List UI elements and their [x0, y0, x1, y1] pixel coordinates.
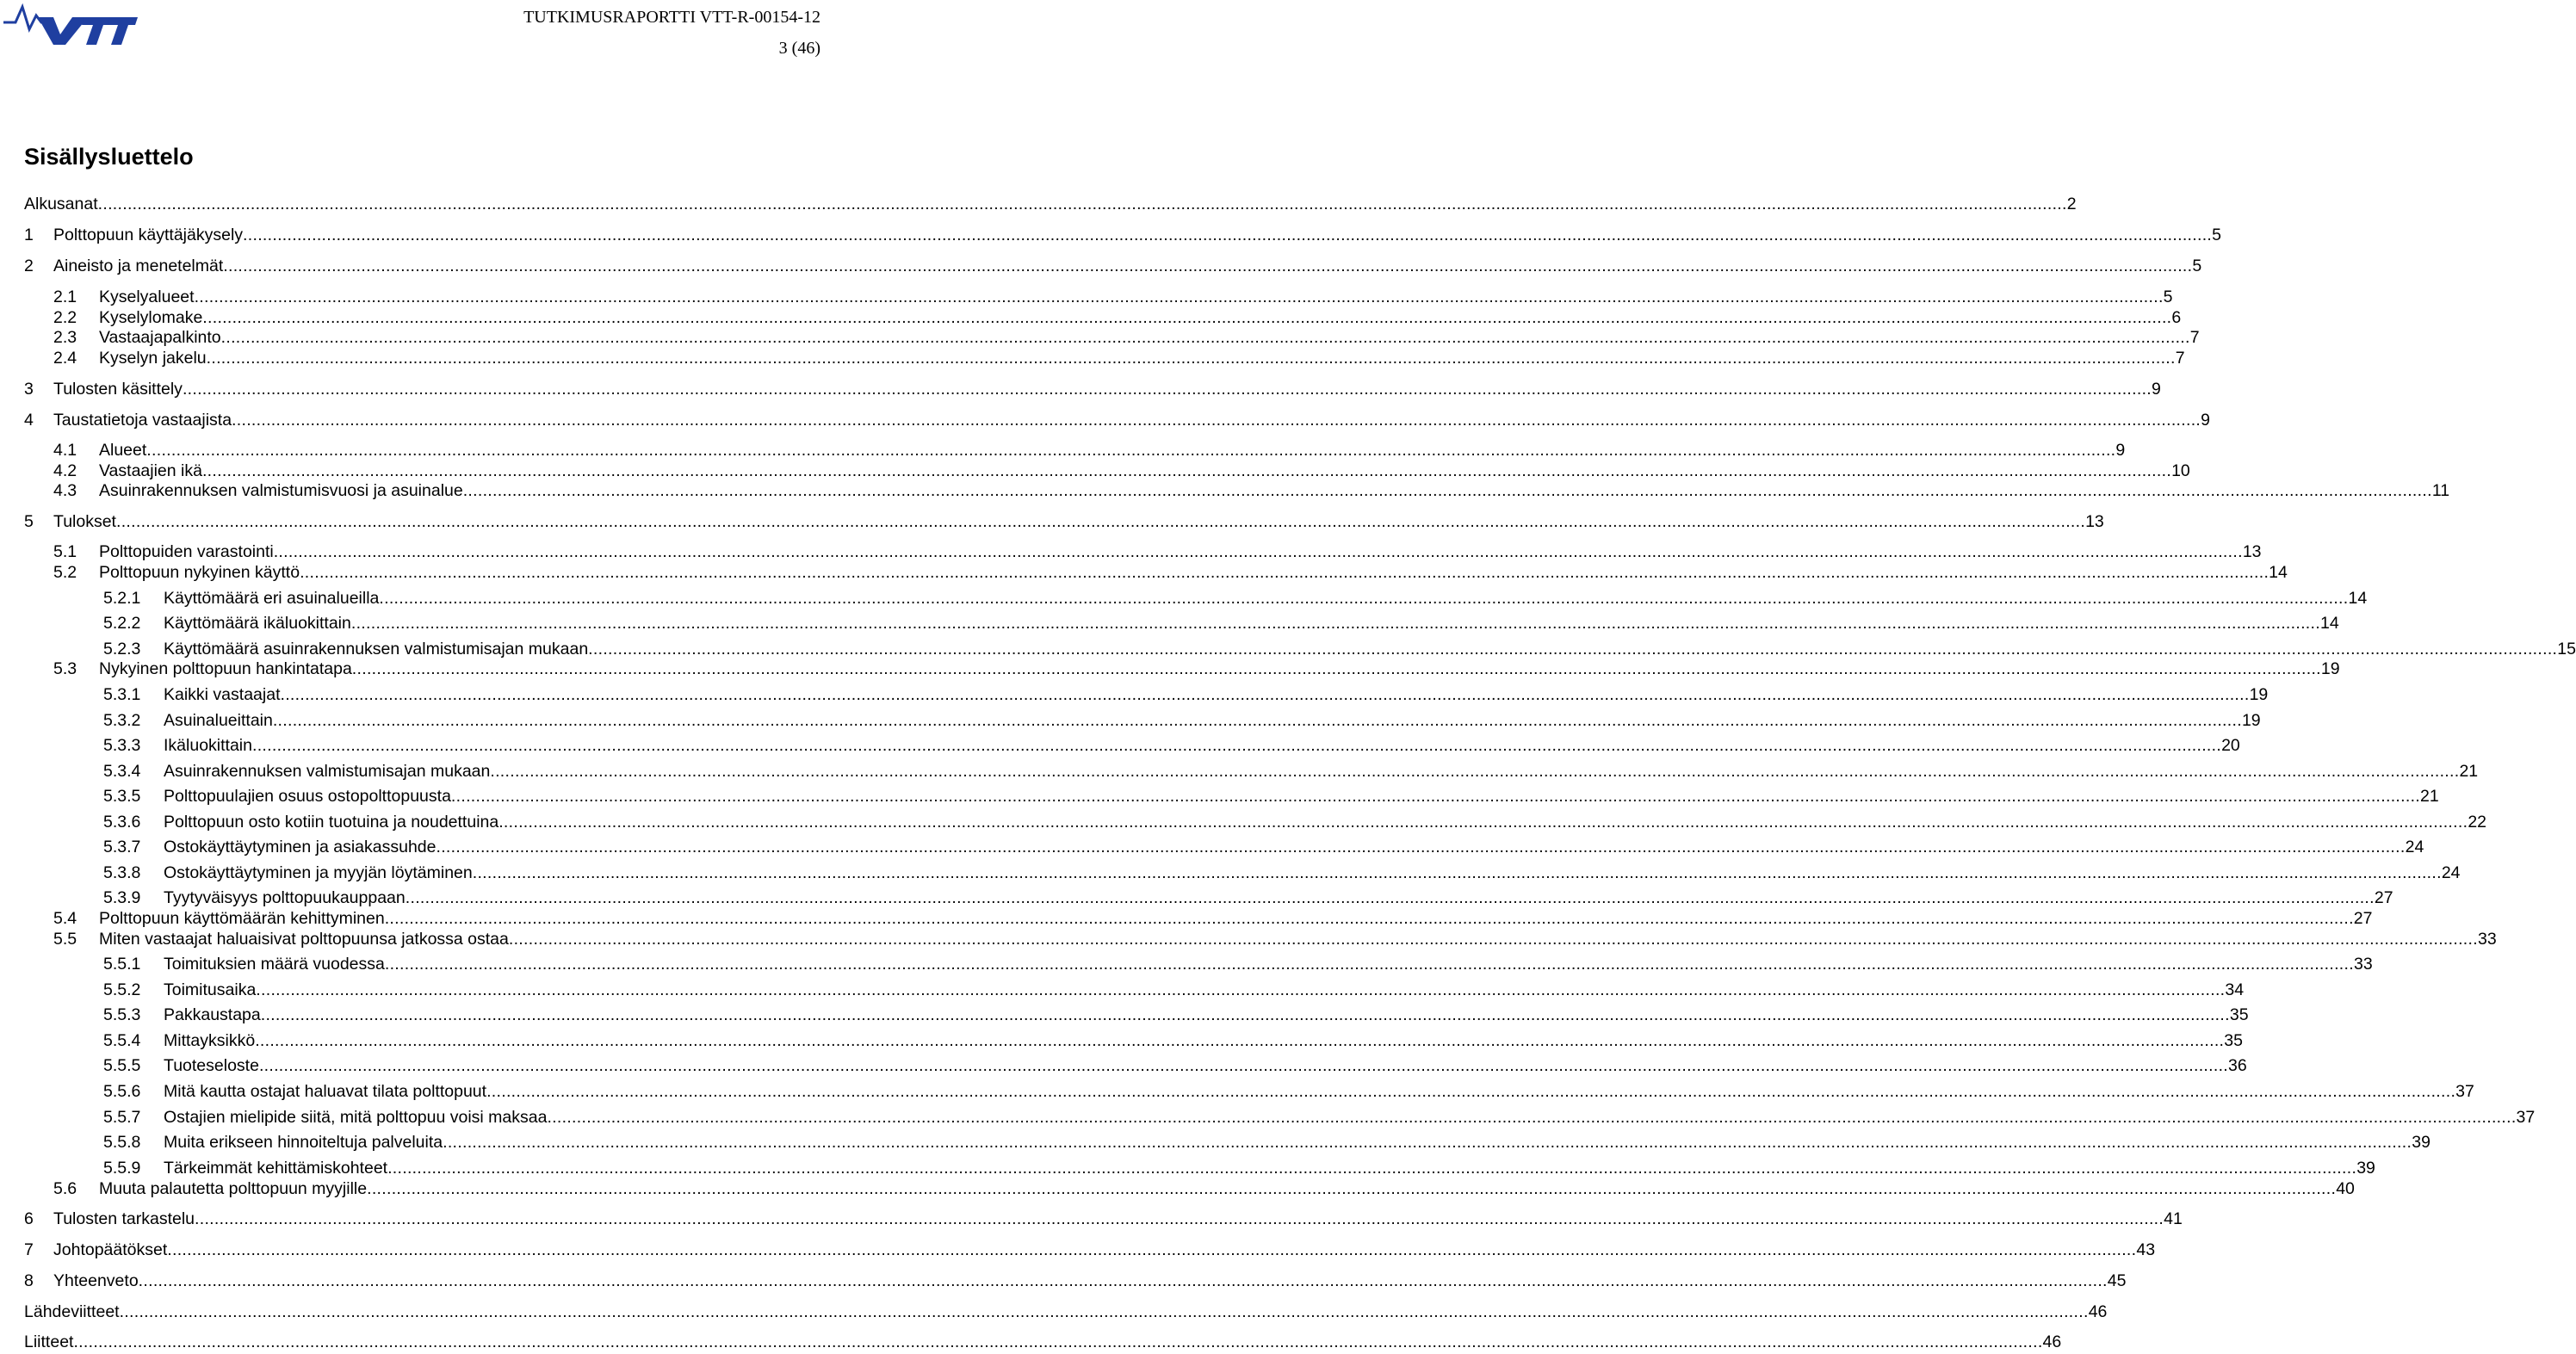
toc-dot-leader: ................................................................................................................................................................................................................................................................................................................................................................................................................ — [280, 685, 2250, 704]
toc-title: Sisällysluettelo — [24, 144, 194, 170]
toc-entry-title: Kyselyalueet — [99, 287, 195, 306]
toc-entry-number: 5.2 — [53, 563, 77, 582]
toc-entry-page: 9 — [2152, 380, 2161, 399]
toc-entry[interactable] — [0, 440, 2126, 461]
toc-dot-leader: ................................................................................................................................................................................................................................................................................................................................................................................................................ — [498, 813, 2468, 832]
toc-entry-number: 5.3.3 — [103, 736, 141, 755]
toc-entry-page: 7 — [2189, 328, 2200, 347]
toc-entry-page: 33 — [2477, 930, 2497, 949]
toc-entry-title: Kaikki vastaajat — [164, 685, 281, 704]
toc-dot-leader: ................................................................................................................................................................................................................................................................................................................................................................................................................ — [73, 1332, 2043, 1351]
toc-entry[interactable] — [0, 812, 2487, 832]
toc-dot-leader: ................................................................................................................................................................................................................................................................................................................................................................................................................ — [146, 441, 2116, 460]
toc-entry-page: 27 — [2374, 888, 2393, 907]
toc-entry-number: 2.4 — [53, 349, 77, 368]
toc-entry[interactable] — [0, 588, 2368, 609]
toc-entry[interactable] — [0, 225, 2221, 245]
toc-entry-number: 5.3.9 — [103, 888, 141, 907]
toc-dot-leader: ................................................................................................................................................................................................................................................................................................................................................................................................................ — [472, 863, 2442, 882]
toc-entry[interactable] — [0, 908, 2373, 929]
toc-entry-page: 11 — [2431, 481, 2450, 500]
toc-entry[interactable] — [0, 786, 2439, 807]
toc-entry[interactable] — [0, 348, 2185, 368]
toc-entry-page: 37 — [2516, 1108, 2536, 1127]
toc-entry-title: Vastaajapalkinto — [99, 328, 221, 347]
toc-entry[interactable] — [0, 1132, 2430, 1153]
toc-entry-title: Yhteenveto — [53, 1271, 139, 1290]
toc-entry-page: 19 — [2241, 711, 2261, 730]
toc-entry-page: 2 — [2066, 195, 2077, 213]
toc-dot-leader: ................................................................................................................................................................................................................................................................................................................................................................................................................ — [508, 930, 2478, 949]
toc-entry[interactable] — [0, 1240, 2156, 1260]
toc-dot-leader: ................................................................................................................................................................................................................................................................................................................................................................................................................ — [119, 1302, 2089, 1321]
toc-dot-leader: ................................................................................................................................................................................................................................................................................................................................................................................................................ — [462, 481, 2432, 500]
toc-entry-number: 4 — [24, 411, 34, 430]
toc-entry-page: 21 — [2420, 787, 2439, 806]
toc-entry-page: 5 — [2212, 226, 2221, 244]
toc-entry-page: 34 — [2225, 980, 2245, 999]
toc-entry-number: 5.2.2 — [103, 614, 141, 633]
toc-entry-page: 13 — [2085, 512, 2104, 531]
toc-entry[interactable] — [0, 480, 2450, 501]
toc-entry-page: 39 — [2356, 1159, 2375, 1178]
toc-entry-title: Asuinalueittain — [164, 711, 273, 730]
toc-entry-title: Alueet — [99, 441, 147, 460]
toc-entry[interactable] — [0, 410, 2210, 430]
toc-entry-number: 5.3.6 — [103, 813, 141, 832]
toc-entry[interactable] — [0, 1301, 2108, 1322]
toc-entry-page: 6 — [2171, 308, 2182, 327]
toc-dot-leader: ................................................................................................................................................................................................................................................................................................................................................................................................................ — [405, 888, 2375, 907]
toc-entry-number: 5.6 — [53, 1179, 77, 1198]
toc-dot-leader: ................................................................................................................................................................................................................................................................................................................................................................................................................ — [232, 411, 2201, 430]
toc-entry-page: 5 — [2192, 257, 2202, 275]
toc-entry-title: Aineisto ja menetelmät — [53, 257, 224, 275]
toc-entry-title: Miten vastaajat haluaisivat polttopuunsa jatkossa ostaa — [99, 930, 509, 949]
toc-entry-page: 13 — [2242, 542, 2262, 561]
toc-entry[interactable] — [0, 379, 2161, 399]
toc-entry-number: 2.3 — [53, 328, 77, 347]
toc-entry[interactable] — [0, 1005, 2249, 1025]
toc-entry-page: 40 — [2336, 1179, 2355, 1198]
toc-entry[interactable] — [0, 1332, 2062, 1352]
toc-entry-page: 20 — [2221, 736, 2240, 755]
toc-dot-leader: ................................................................................................................................................................................................................................................................................................................................................................................................................ — [379, 589, 2349, 608]
toc-dot-leader: ................................................................................................................................................................................................................................................................................................................................................................................................................ — [202, 308, 2172, 327]
toc-entry-number: 5.3.7 — [103, 838, 141, 856]
toc-entry[interactable] — [0, 929, 2497, 949]
toc-entry-number: 5.1 — [53, 542, 77, 561]
toc-entry-title: Kyselylomake — [99, 308, 203, 327]
toc-dot-leader: ................................................................................................................................................................................................................................................................................................................................................................................................................ — [167, 1240, 2137, 1259]
toc-entry[interactable] — [0, 710, 2261, 731]
toc-entry-page: 10 — [2171, 461, 2190, 480]
toc-entry[interactable] — [0, 1271, 2127, 1291]
toc-entry-title: Käyttömäärä asuinrakennuksen valmistumisajan mukaan — [164, 640, 589, 658]
toc-entry-number: 2.2 — [53, 308, 77, 327]
toc-dot-leader: ................................................................................................................................................................................................................................................................................................................................................................................................................ — [115, 512, 2086, 531]
toc-entry-page: 41 — [2164, 1209, 2183, 1228]
toc-entry[interactable] — [0, 327, 2200, 348]
toc-entry-title: Polttopuun osto kotiin tuotuina ja noudettuina — [164, 813, 499, 832]
toc-entry-page: 36 — [2228, 1056, 2247, 1075]
toc-dot-leader: ................................................................................................................................................................................................................................................................................................................................................................................................................ — [256, 980, 2226, 999]
toc-entry[interactable] — [0, 639, 2576, 659]
toc-dot-leader: ................................................................................................................................................................................................................................................................................................................................................................................................................ — [351, 659, 2321, 678]
logo-letter-v — [38, 17, 88, 45]
toc-entry-page: 14 — [2319, 614, 2339, 633]
toc-entry[interactable] — [0, 887, 2393, 908]
toc-entry-page: 33 — [2353, 955, 2373, 974]
toc-entry-page: 46 — [2088, 1302, 2108, 1321]
toc-entry-number: 8 — [24, 1271, 34, 1290]
toc-entry-page: 19 — [2249, 685, 2269, 704]
toc-dot-leader: ................................................................................................................................................................................................................................................................................................................................................................................................................ — [486, 1082, 2456, 1101]
toc-entry-title: Mitä kautta ostajat haluavat tilata polttopuut — [164, 1082, 487, 1101]
toc-entry-page: 35 — [2224, 1031, 2243, 1050]
toc-dot-leader: ................................................................................................................................................................................................................................................................................................................................................................................................................ — [436, 838, 2406, 856]
toc-entry[interactable] — [0, 256, 2202, 276]
toc-entry[interactable] — [0, 461, 2190, 481]
toc-entry-number: 2.1 — [53, 287, 77, 306]
toc-entry[interactable] — [0, 862, 2461, 883]
toc-entry-title: Asuinrakennuksen valmistumisajan mukaan — [164, 762, 491, 781]
toc-entry-title: Liitteet — [24, 1332, 74, 1351]
toc-entry[interactable] — [0, 541, 2262, 562]
toc-entry-title: Toimituksien määrä vuodessa — [164, 955, 385, 974]
toc-entry-number: 5.5.9 — [103, 1159, 141, 1178]
toc-entry[interactable] — [0, 194, 2077, 214]
toc-dot-leader: ................................................................................................................................................................................................................................................................................................................................................................................................................ — [384, 955, 2354, 974]
toc-entry[interactable] — [0, 1055, 2247, 1076]
toc-entry-number: 5.5.4 — [103, 1031, 141, 1050]
toc-entry-title: Polttopuun käyttömäärän kehittyminen — [99, 909, 385, 928]
toc-entry-number: 5.4 — [53, 909, 77, 928]
toc-entry-page: 14 — [2269, 563, 2288, 582]
toc-entry-number: 5.2.1 — [103, 589, 141, 608]
toc-entry[interactable] — [0, 684, 2269, 705]
toc-dot-leader: ................................................................................................................................................................................................................................................................................................................................................................................................................ — [260, 1005, 2230, 1024]
toc-entry[interactable] — [0, 562, 2288, 583]
toc-entry[interactable] — [0, 511, 2104, 532]
toc-entry-page: 14 — [2348, 589, 2368, 608]
toc-entry[interactable] — [0, 837, 2424, 857]
toc-entry-page: 9 — [2115, 441, 2126, 460]
toc-dot-leader: ................................................................................................................................................................................................................................................................................................................................................................................................................ — [251, 736, 2222, 755]
toc-entry-title: Kyselyn jakelu — [99, 349, 207, 368]
toc-dot-leader: ................................................................................................................................................................................................................................................................................................................................................................................................................ — [138, 1271, 2108, 1290]
toc-entry[interactable] — [0, 287, 2173, 307]
toc-dot-leader: ................................................................................................................................................................................................................................................................................................................................................................................................................ — [367, 1179, 2337, 1198]
toc-dot-leader: ................................................................................................................................................................................................................................................................................................................................................................................................................ — [194, 287, 2164, 306]
toc-entry[interactable] — [0, 658, 2340, 679]
toc-entry-title: Toimitusaika — [164, 980, 257, 999]
toc-dot-leader: ................................................................................................................................................................................................................................................................................................................................................................................................................ — [384, 909, 2354, 928]
toc-entry-page: 15 — [2557, 640, 2576, 658]
toc-dot-leader: ................................................................................................................................................................................................................................................................................................................................................................................................................ — [182, 380, 2152, 399]
toc-entry-page: 24 — [2405, 838, 2424, 856]
toc-entry-title: Muita erikseen hinnoiteltuja palveluita — [164, 1133, 443, 1152]
toc-entry-page: 45 — [2107, 1271, 2127, 1290]
toc-entry-page: 21 — [2459, 762, 2479, 781]
toc-entry-number: 5 — [24, 512, 34, 531]
toc-entry-number: 2 — [24, 257, 34, 275]
logo-letter-t2 — [108, 17, 138, 45]
toc-entry-number: 7 — [24, 1240, 34, 1259]
toc-entry[interactable] — [0, 735, 2240, 756]
toc-entry-title: Käyttömäärä eri asuinalueilla — [164, 589, 380, 608]
toc-entry[interactable] — [0, 761, 2479, 782]
toc-entry-number: 5.3 — [53, 659, 77, 678]
report-id: TUTKIMUSRAPORTTI VTT-R-00154-12 — [523, 8, 820, 27]
toc-entry[interactable] — [0, 1081, 2474, 1102]
toc-entry-number: 5.5 — [53, 930, 77, 949]
toc-entry-page: 9 — [2201, 411, 2210, 430]
toc-entry-number: 4.1 — [53, 441, 77, 460]
toc-entry[interactable] — [0, 980, 2245, 1000]
toc-entry-title: Polttopuulajien osuus ostopolttopuusta — [164, 787, 451, 806]
toc-entry-title: Polttopuun käyttäjäkysely — [53, 226, 244, 244]
vtt-logo — [3, 2, 138, 46]
toc-dot-leader: ................................................................................................................................................................................................................................................................................................................................................................................................................ — [255, 1031, 2225, 1050]
toc-dot-leader: ................................................................................................................................................................................................................................................................................................................................................................................................................ — [201, 461, 2172, 480]
toc-entry-title: Tärkeimmät kehittämiskohteet — [164, 1159, 388, 1178]
toc-entry-title: Johtopäätökset — [53, 1240, 168, 1259]
toc-entry-number: 5.3.2 — [103, 711, 141, 730]
toc-entry-number: 5.3.8 — [103, 863, 141, 882]
toc-entry-number: 5.5.1 — [103, 955, 141, 974]
toc-entry-page: 22 — [2468, 813, 2487, 832]
toc-dot-leader: ................................................................................................................................................................................................................................................................................................................................................................................................................ — [258, 1056, 2229, 1075]
toc-entry-title: Ostokäyttäytyminen ja myyjän löytäminen — [164, 863, 473, 882]
toc-dot-leader: ................................................................................................................................................................................................................................................................................................................................................................................................................ — [206, 349, 2176, 368]
toc-entry-page: 43 — [2136, 1240, 2156, 1259]
toc-entry-number: 5.2.3 — [103, 640, 141, 658]
page-number: 3 (46) — [778, 39, 820, 58]
toc-entry-number: 5.3.5 — [103, 787, 141, 806]
toc-entry[interactable] — [0, 1178, 2355, 1199]
toc-entry-title: Ostokäyttäytyminen ja asiakassuhde — [164, 838, 437, 856]
toc-dot-leader: ................................................................................................................................................................................................................................................................................................................................................................................................................ — [300, 563, 2269, 582]
toc-entry-number: 5.5.8 — [103, 1133, 141, 1152]
toc-entry-title: Taustatietoja vastaajista — [53, 411, 232, 430]
toc-entry-page: 39 — [2412, 1133, 2430, 1152]
toc-dot-leader: ................................................................................................................................................................................................................................................................................................................................................................................................................ — [223, 257, 2193, 275]
toc-entry-title: Vastaajien ikä — [99, 461, 202, 480]
toc-dot-leader: ................................................................................................................................................................................................................................................................................................................................................................................................................ — [450, 787, 2421, 806]
toc-dot-leader: ................................................................................................................................................................................................................................................................................................................................................................................................................ — [243, 226, 2213, 244]
toc-dot-leader: ................................................................................................................................................................................................................................................................................................................................................................................................................ — [387, 1159, 2357, 1178]
toc-entry-page: 46 — [2042, 1332, 2062, 1351]
toc-dot-leader: ................................................................................................................................................................................................................................................................................................................................................................................................................ — [490, 762, 2460, 781]
toc-entry-number: 3 — [24, 380, 34, 399]
toc-entry[interactable] — [0, 954, 2373, 974]
toc-entry[interactable] — [0, 1158, 2375, 1178]
toc-entry-title: Asuinrakennuksen valmistumisvuosi ja asuinalue — [99, 481, 463, 500]
toc-entry-title: Muuta palautetta polttopuun myyjille — [99, 1179, 368, 1198]
toc-entry-number: 4.2 — [53, 461, 77, 480]
toc-entry-title: Tulosten tarkastelu — [53, 1209, 195, 1228]
toc-entry-title: Mittayksikkö — [164, 1031, 256, 1050]
toc-dot-leader: ................................................................................................................................................................................................................................................................................................................................................................................................................ — [220, 328, 2190, 347]
toc-entry-page: 27 — [2353, 909, 2373, 928]
toc-entry[interactable] — [0, 1107, 2536, 1128]
toc-entry-number: 1 — [24, 226, 34, 244]
toc-entry-number: 5.5.3 — [103, 1005, 141, 1024]
toc-entry-title: Pakkaustapa — [164, 1005, 261, 1024]
toc-entry-title: Polttopuiden varastointi — [99, 542, 274, 561]
toc-entry-title: Tulosten käsittely — [53, 380, 183, 399]
toc-dot-leader: ................................................................................................................................................................................................................................................................................................................................................................................................................ — [273, 542, 2243, 561]
toc-entry-number: 5.5.7 — [103, 1108, 141, 1127]
toc-entry-page: 35 — [2229, 1005, 2249, 1024]
toc-entry-page: 37 — [2455, 1082, 2474, 1101]
toc-dot-leader: ................................................................................................................................................................................................................................................................................................................................................................................................................ — [195, 1209, 2164, 1228]
toc-entry-number: 5.3.1 — [103, 685, 141, 704]
toc-entry-number: 5.5.2 — [103, 980, 141, 999]
toc-entry[interactable] — [0, 1209, 2183, 1229]
toc-dot-leader: ................................................................................................................................................................................................................................................................................................................................................................................................................ — [350, 614, 2320, 633]
toc-entry-number: 5.3.4 — [103, 762, 141, 781]
toc-entry-page: 24 — [2441, 863, 2461, 882]
toc-dot-leader: ................................................................................................................................................................................................................................................................................................................................................................................................................ — [443, 1133, 2412, 1152]
toc-entry-title: Ikäluokittain — [164, 736, 252, 755]
toc-dot-leader: ................................................................................................................................................................................................................................................................................................................................................................................................................ — [547, 1108, 2517, 1127]
toc-entry[interactable] — [0, 613, 2339, 634]
toc-entry-title: Ostajien mielipide siitä, mitä polttopuu voisi maksaa — [164, 1108, 548, 1127]
toc-entry-number: 4.3 — [53, 481, 77, 500]
toc-entry-number: 6 — [24, 1209, 34, 1228]
toc-entry-title: Tulokset — [53, 512, 116, 531]
toc-entry-title: Polttopuun nykyinen käyttö — [99, 563, 300, 582]
toc-entry-page: 5 — [2163, 287, 2173, 306]
toc-entry[interactable] — [0, 307, 2182, 328]
toc-entry-title: Lähdeviitteet — [24, 1302, 120, 1321]
toc-entry-number: 5.5.5 — [103, 1056, 141, 1075]
toc-entry-title: Tuoteseloste — [164, 1056, 259, 1075]
toc-entry-number: 5.5.6 — [103, 1082, 141, 1101]
toc-entry-title: Alkusanat — [24, 195, 98, 213]
toc-entry[interactable] — [0, 1030, 2243, 1051]
toc-entry-page: 7 — [2175, 349, 2185, 368]
toc-dot-leader: ................................................................................................................................................................................................................................................................................................................................................................................................................ — [97, 195, 2067, 213]
toc-dot-leader: ................................................................................................................................................................................................................................................................................................................................................................................................................ — [588, 640, 2558, 658]
toc-entry-title: Nykyinen polttopuun hankintatapa — [99, 659, 352, 678]
toc-dot-leader: ................................................................................................................................................................................................................................................................................................................................................................................................................ — [272, 711, 2242, 730]
toc-entry-title: Käyttömäärä ikäluokittain — [164, 614, 351, 633]
toc-entry-title: Tyytyväisyys polttopuukauppaan — [164, 888, 406, 907]
toc-entry-page: 19 — [2320, 659, 2340, 678]
